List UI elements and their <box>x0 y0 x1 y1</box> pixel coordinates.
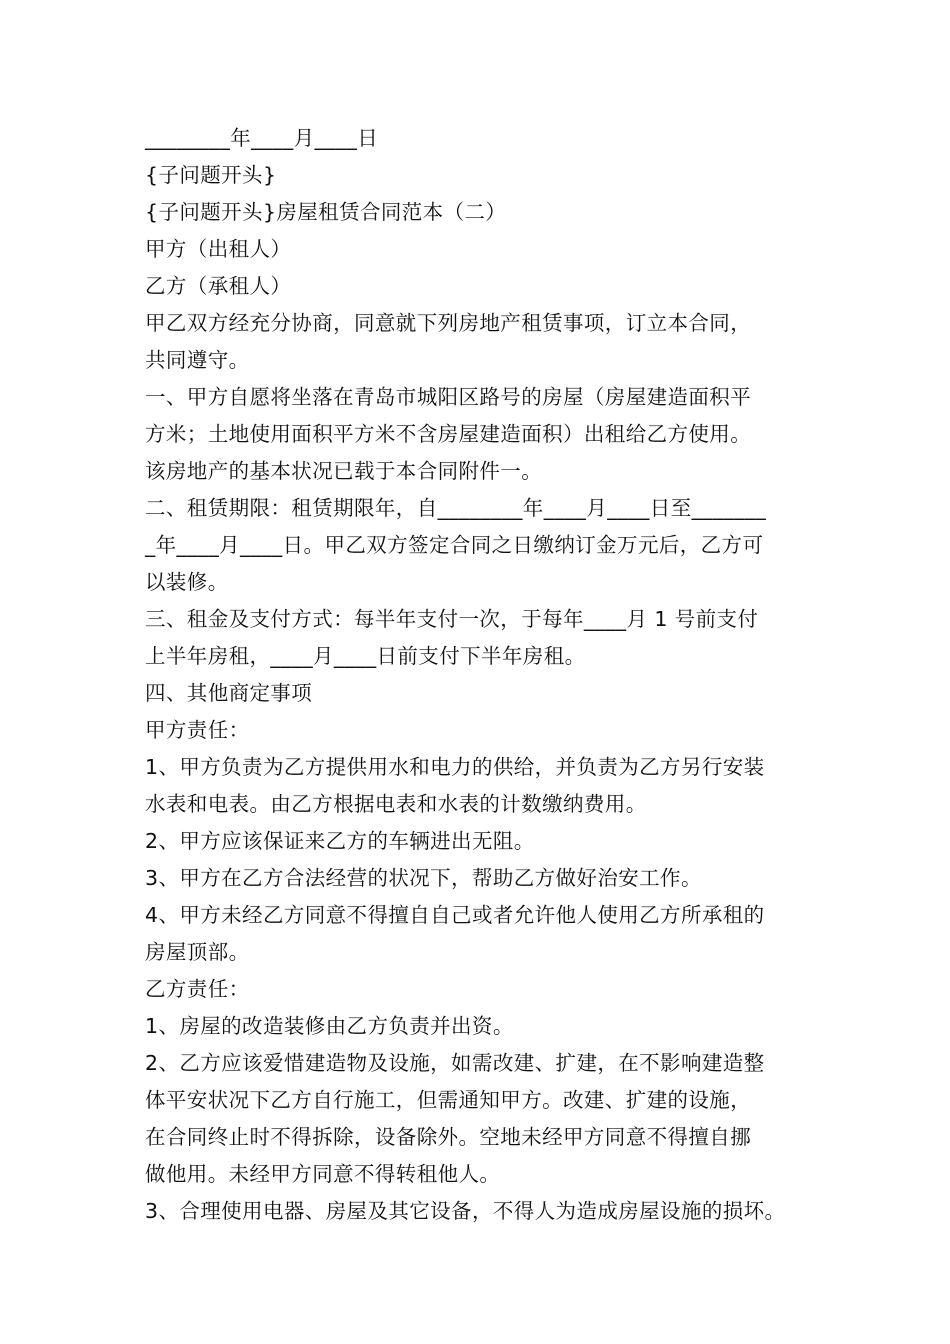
party-a-duty-3: 3、甲方在乙方合法经营的状况下，帮助乙方做好治安工作。 <box>145 866 702 890</box>
party-b-duty-2-line-4: 做他用。未经甲方同意不得转租他人。 <box>145 1162 501 1186</box>
party-a-duties-heading: 甲方责任： <box>145 718 250 742</box>
preamble-line-2: 共同遵守。 <box>145 348 250 372</box>
clause-1-line-1: 一、甲方自愿将坐落在青岛市城阳区路号的房屋（房屋建造面积平 <box>145 385 752 409</box>
party-b-label: 乙方（承租人） <box>145 274 292 298</box>
document-body <box>145 120 825 1230</box>
party-b-duty-2-line-2: 体平安状况下乙方自行施工，但需通知甲方。改建、扩建的设施， <box>145 1088 752 1112</box>
party-b-duty-3: 3、合理使用电器、房屋及其它设备，不得人为造成房屋设施的损坏。 <box>145 1199 786 1223</box>
party-b-duties-heading: 乙方责任： <box>145 977 250 1001</box>
party-a-duty-1-line-1: 1、甲方负责为乙方提供用水和电力的供给，并负责为乙方另行安装 <box>145 755 765 779</box>
clause-2-line-3: 以装修。 <box>145 570 229 594</box>
subtopic-marker: {子问题开头} <box>145 163 277 187</box>
party-b-duty-2-line-1: 2、乙方应该爱惜建造物及设施，如需改建、扩建，在不影响建造整 <box>145 1051 765 1075</box>
party-a-duty-2: 2、甲方应该保证来乙方的车辆进出无阻。 <box>145 829 535 853</box>
party-a-duty-4-line-1: 4、甲方未经乙方同意不得擅自自己或者允许他人使用乙方所承租的 <box>145 903 765 927</box>
party-b-duty-2-line-3: 在合同终止时不得拆除，设备除外。空地未经甲方同意不得擅自挪 <box>145 1125 752 1149</box>
clause-3-line-1: 三、租金及支付方式：每半年支付一次，于每年____月 1 号前支付 <box>145 607 759 631</box>
clause-4-heading: 四、其他商定事项 <box>145 681 313 705</box>
clause-2-line-1: 二、租赁期限：租赁期限年，自________年____月____日至_______ <box>145 496 767 520</box>
party-a-duty-4-line-2: 房屋顶部。 <box>145 940 250 964</box>
preamble-line-1: 甲乙双方经充分协商，同意就下列房地产租赁事项，订立本合同， <box>145 311 752 335</box>
clause-2-line-2: _年____月____日。甲乙双方签定合同之日缴纳订金万元后，乙方可 <box>145 533 764 557</box>
contract-title: {子问题开头}房屋租赁合同范本（二） <box>145 200 507 224</box>
party-a-duty-1-line-2: 水表和电表。由乙方根据电表和水表的计数缴纳费用。 <box>145 792 647 816</box>
clause-3-line-2: 上半年房租，____月____日前支付下半年房租。 <box>145 644 586 668</box>
date-line: ________年____月____日 <box>145 126 379 150</box>
party-a-label: 甲方（出租人） <box>145 237 292 261</box>
clause-1-line-2: 方米；土地使用面积平方米不含房屋建造面积）出租给乙方使用。 <box>145 422 752 446</box>
party-b-duty-1: 1、房屋的改造装修由乙方负责并出资。 <box>145 1014 514 1038</box>
clause-1-line-3: 该房地产的基本状况已载于本合同附件一。 <box>145 459 543 483</box>
